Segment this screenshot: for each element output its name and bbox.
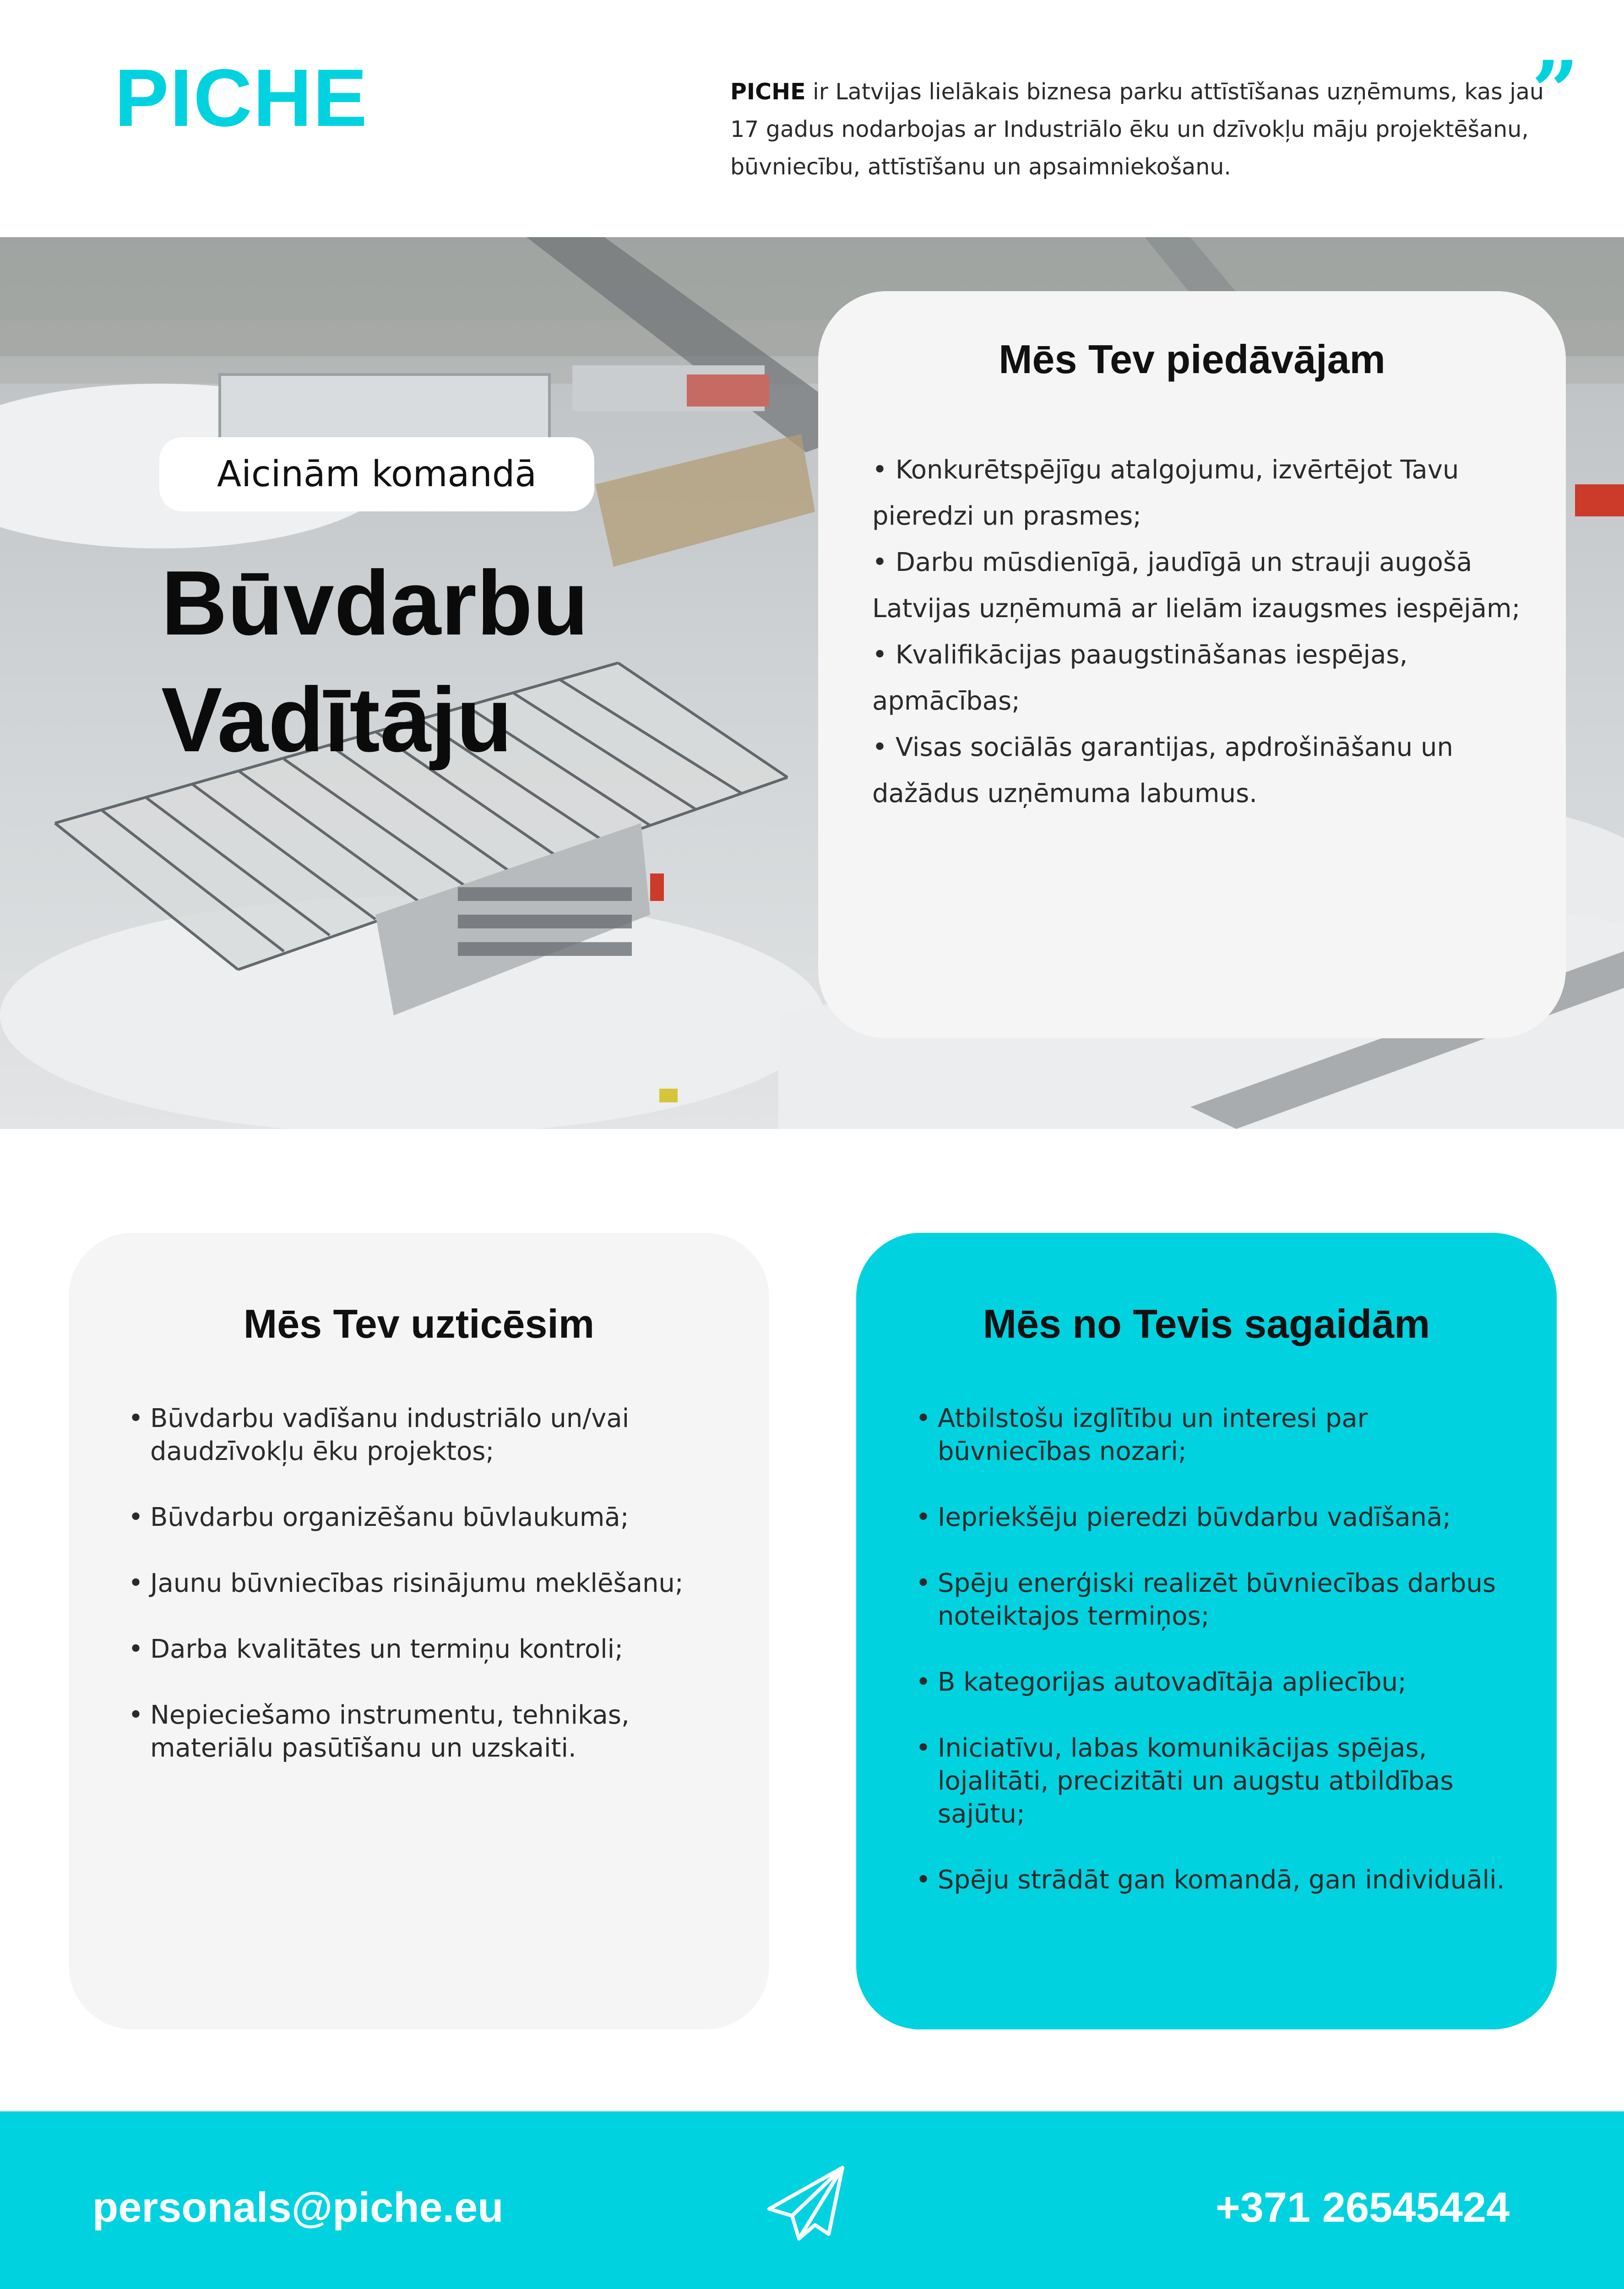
offer-item: • Konkurētspējīgu atalgojumu, izvērtējot Tavu pieredzi un prasmes;: [872, 455, 1459, 531]
offer-item: • Kvalifikācijas paaugstināšanas iespējas, apmācības;: [872, 640, 1408, 716]
expect-item: • Iepriekšēju pieredzi būvdarbu vadīšanā;: [916, 1501, 1525, 1534]
intro-brand: PICHE: [730, 79, 806, 105]
expect-item: • Atbilstošu izglītību un interesi par būvniecības nozari;: [916, 1402, 1525, 1468]
paper-plane-icon: [765, 2165, 847, 2245]
intro-text: ir Latvijas lielākais biznesa parku attīstīšanas uzņēmums, kas jau 17 gadus nodarbojas ar Industriālo ēku un dzīvokļu māju projektēšanu, būvniecību, attīstīšanu un apsaimniekošanu.: [730, 79, 1544, 180]
phone-link[interactable]: +371 26545424: [1216, 2184, 1510, 2231]
trust-item: • Nepieciešamo instrumentu, tehnikas, materiālu pasūtīšanu un uzskaiti.: [128, 1699, 737, 1765]
job-title: [161, 545, 588, 778]
trust-item: • Būvdarbu vadīšanu industriālo un/vai daudzīvokļu ēku projektos;: [128, 1402, 737, 1468]
trust-list: [128, 1402, 737, 1798]
offer-title: Mēs Tev piedāvājam: [999, 336, 1385, 382]
trust-item: • Būvdarbu organizēšanu būvlaukumā;: [128, 1501, 737, 1534]
expect-item: • Spēju enerģiski realizēt būvniecības darbus noteiktajos termiņos;: [916, 1567, 1525, 1633]
invite-pill: Aicinām komandā: [159, 437, 594, 511]
company-intro: [730, 73, 1550, 186]
expect-card: [856, 1233, 1557, 2029]
expect-item: • Spēju strādāt gan komandā, gan individuāli.: [916, 1864, 1525, 1897]
job-title-line2: Vadītāju: [161, 669, 512, 771]
expect-item: • Iniciatīvu, labas komunikācijas spējas, lojalitāti, precizitāti un augstu atbildības sajūtu;: [916, 1732, 1525, 1831]
offer-item: • Visas sociālās garantijas, apdrošināšanu un dažādus uzņēmuma labumus.: [872, 732, 1454, 808]
piche-logo: PICHE: [114, 52, 368, 143]
email-link[interactable]: personals@piche.eu: [92, 2184, 504, 2231]
offer-card: [818, 291, 1566, 1038]
trust-card: [69, 1233, 769, 2029]
quote-mark-icon: ”: [1532, 43, 1579, 140]
offer-item: • Darbu mūsdienīgā, jaudīgā un strauji augošā Latvijas uzņēmumā ar lielām izaugsmes iespējām;: [872, 548, 1521, 624]
trust-item: • Darba kvalitātes un termiņu kontroli;: [128, 1633, 737, 1666]
expect-title: Mēs no Tevis sagaidām: [983, 1301, 1430, 1346]
expect-item: • B kategorijas autovadītāja apliecību;: [916, 1666, 1525, 1699]
trust-item: • Jaunu būvniecības risinājumu meklēšanu;: [128, 1567, 737, 1600]
job-title-line1: Būvdarbu: [161, 552, 589, 654]
offer-list: [872, 447, 1527, 817]
expect-list: [916, 1402, 1525, 1930]
trust-title: Mēs Tev uzticēsim: [243, 1301, 595, 1346]
